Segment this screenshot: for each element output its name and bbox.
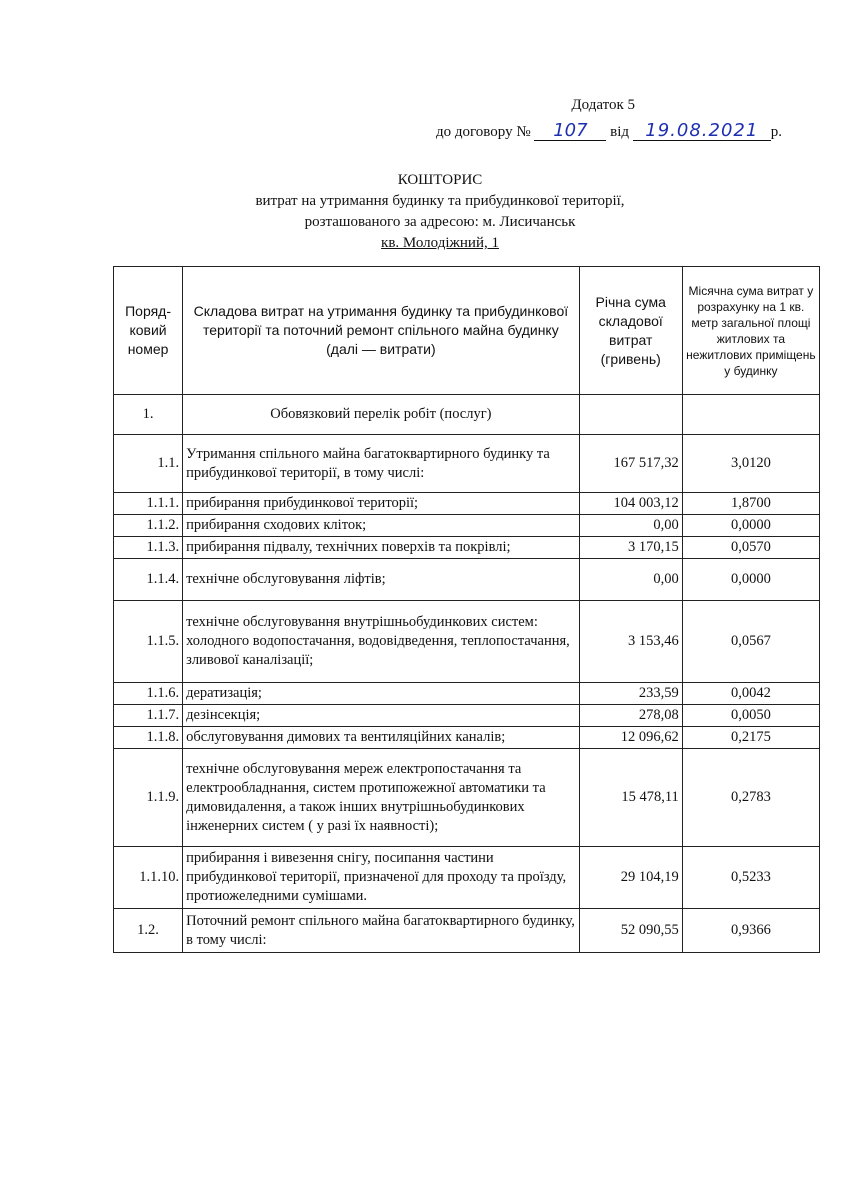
row-name: технічне обслуговування мереж електропостачання та електрообладнання, систем протипожежної автоматики та димовидалення, а також інших внутрішньобудинкових інженерних систем ( у разі їх наявності);: [183, 749, 580, 847]
row-annual: 233,59: [579, 683, 682, 705]
row-number: 1.1.10.: [114, 847, 183, 909]
title-line-1: КОШТОРИС: [397, 172, 483, 188]
row-number: 1.1.5.: [114, 601, 183, 683]
table-row: [114, 749, 820, 847]
table-row: [114, 847, 820, 909]
row-name: Поточний ремонт спільного майна багатоквартирного будинку, в тому числі:: [183, 909, 580, 953]
header-monthly: Місячна сума витрат у розрахунку на 1 кв. метр загальної площі житлових та нежитлових приміщень у будинку: [682, 267, 819, 395]
row-name: технічне обслуговування ліфтів;: [183, 559, 580, 601]
row-number: 1.1.6.: [114, 683, 183, 705]
row-monthly: [682, 395, 819, 435]
table-row: [114, 515, 820, 537]
row-name: прибирання підвалу, технічних поверхів та покрівлі;: [183, 537, 580, 559]
contract-date: 19.08.2021: [633, 122, 771, 141]
row-number: 1.2.: [114, 909, 183, 953]
row-annual: 0,00: [579, 515, 682, 537]
date-suffix: р.: [770, 124, 783, 140]
row-number: 1.: [114, 395, 183, 435]
row-name: технічне обслуговування внутрішньобудинкових систем: холодного водопостачання, водовідведення, теплопостачання, зливової каналізації;: [183, 601, 580, 683]
table-row: [114, 435, 820, 493]
table-row: [114, 909, 820, 953]
row-number: 1.1.2.: [114, 515, 183, 537]
row-monthly: 0,0042: [682, 683, 819, 705]
table-row: [114, 705, 820, 727]
row-annual: [579, 395, 682, 435]
row-annual: 3 153,46: [579, 601, 682, 683]
row-name: дератизація;: [183, 683, 580, 705]
contract-prefix: до договору №: [436, 124, 531, 140]
table-row: [114, 683, 820, 705]
row-monthly: 1,8700: [682, 493, 819, 515]
budget-table: [113, 266, 820, 953]
row-annual: 29 104,19: [579, 847, 682, 909]
row-number: 1.1.9.: [114, 749, 183, 847]
header-name: Складова витрат на утримання будинку та прибудинкової території та поточний ремонт спільного майна будинку (далі — витрати): [183, 267, 580, 395]
row-annual: 3 170,15: [579, 537, 682, 559]
row-number: 1.1.3.: [114, 537, 183, 559]
date-prefix: від: [610, 124, 630, 140]
row-monthly: 0,9366: [682, 909, 819, 953]
table-row: [114, 559, 820, 601]
row-annual: 278,08: [579, 705, 682, 727]
row-monthly: 0,0570: [682, 537, 819, 559]
row-number: 1.1.4.: [114, 559, 183, 601]
table-row: [114, 395, 820, 435]
row-monthly: 0,0000: [682, 559, 819, 601]
row-monthly: 0,2783: [682, 749, 819, 847]
document-title: [230, 170, 650, 254]
row-monthly: 3,0120: [682, 435, 819, 493]
row-annual: 167 517,32: [579, 435, 682, 493]
row-name: прибирання прибудинкової території;: [183, 493, 580, 515]
contract-number: 107: [534, 122, 606, 141]
title-line-4: кв. Молодіжний, 1: [381, 235, 499, 251]
table-row: [114, 727, 820, 749]
row-number: 1.1.1.: [114, 493, 183, 515]
header-annual: Річна сума складової витрат (гривень): [579, 267, 682, 395]
row-annual: 104 003,12: [579, 493, 682, 515]
row-monthly: 0,0567: [682, 601, 819, 683]
row-annual: 12 096,62: [579, 727, 682, 749]
row-name: дезінсекція;: [183, 705, 580, 727]
row-annual: 15 478,11: [579, 749, 682, 847]
table-header-row: [114, 267, 820, 395]
row-monthly: 0,5233: [682, 847, 819, 909]
row-annual: 0,00: [579, 559, 682, 601]
table-row: [114, 601, 820, 683]
title-line-3: розташованого за адресою: м. Лисичанськ: [304, 214, 576, 230]
row-name: прибирання сходових кліток;: [183, 515, 580, 537]
header-number: Поряд-ковий номер: [114, 267, 183, 395]
row-monthly: 0,2175: [682, 727, 819, 749]
table-row: [114, 537, 820, 559]
row-number: 1.1.7.: [114, 705, 183, 727]
row-annual: 52 090,55: [579, 909, 682, 953]
row-name: Утримання спільного майна багатоквартирного будинку та прибудинкової території, в тому числі:: [183, 435, 580, 493]
table-row: [114, 493, 820, 515]
row-monthly: 0,0000: [682, 515, 819, 537]
row-name: прибирання і вивезення снігу, посипання частини прибудинкової території, призначеної для проходу та проїзду, протиожеледними сумішами.: [183, 847, 580, 909]
appendix-label: Додаток 5: [571, 97, 635, 113]
contract-line: [436, 122, 782, 141]
row-number: 1.1.8.: [114, 727, 183, 749]
row-monthly: 0,0050: [682, 705, 819, 727]
row-number: 1.1.: [114, 435, 183, 493]
row-name: Обовязковий перелік робіт (послуг): [183, 395, 580, 435]
row-name: обслуговування димових та вентиляційних каналів;: [183, 727, 580, 749]
title-line-2: витрат на утримання будинку та прибудинкової території,: [255, 193, 625, 209]
